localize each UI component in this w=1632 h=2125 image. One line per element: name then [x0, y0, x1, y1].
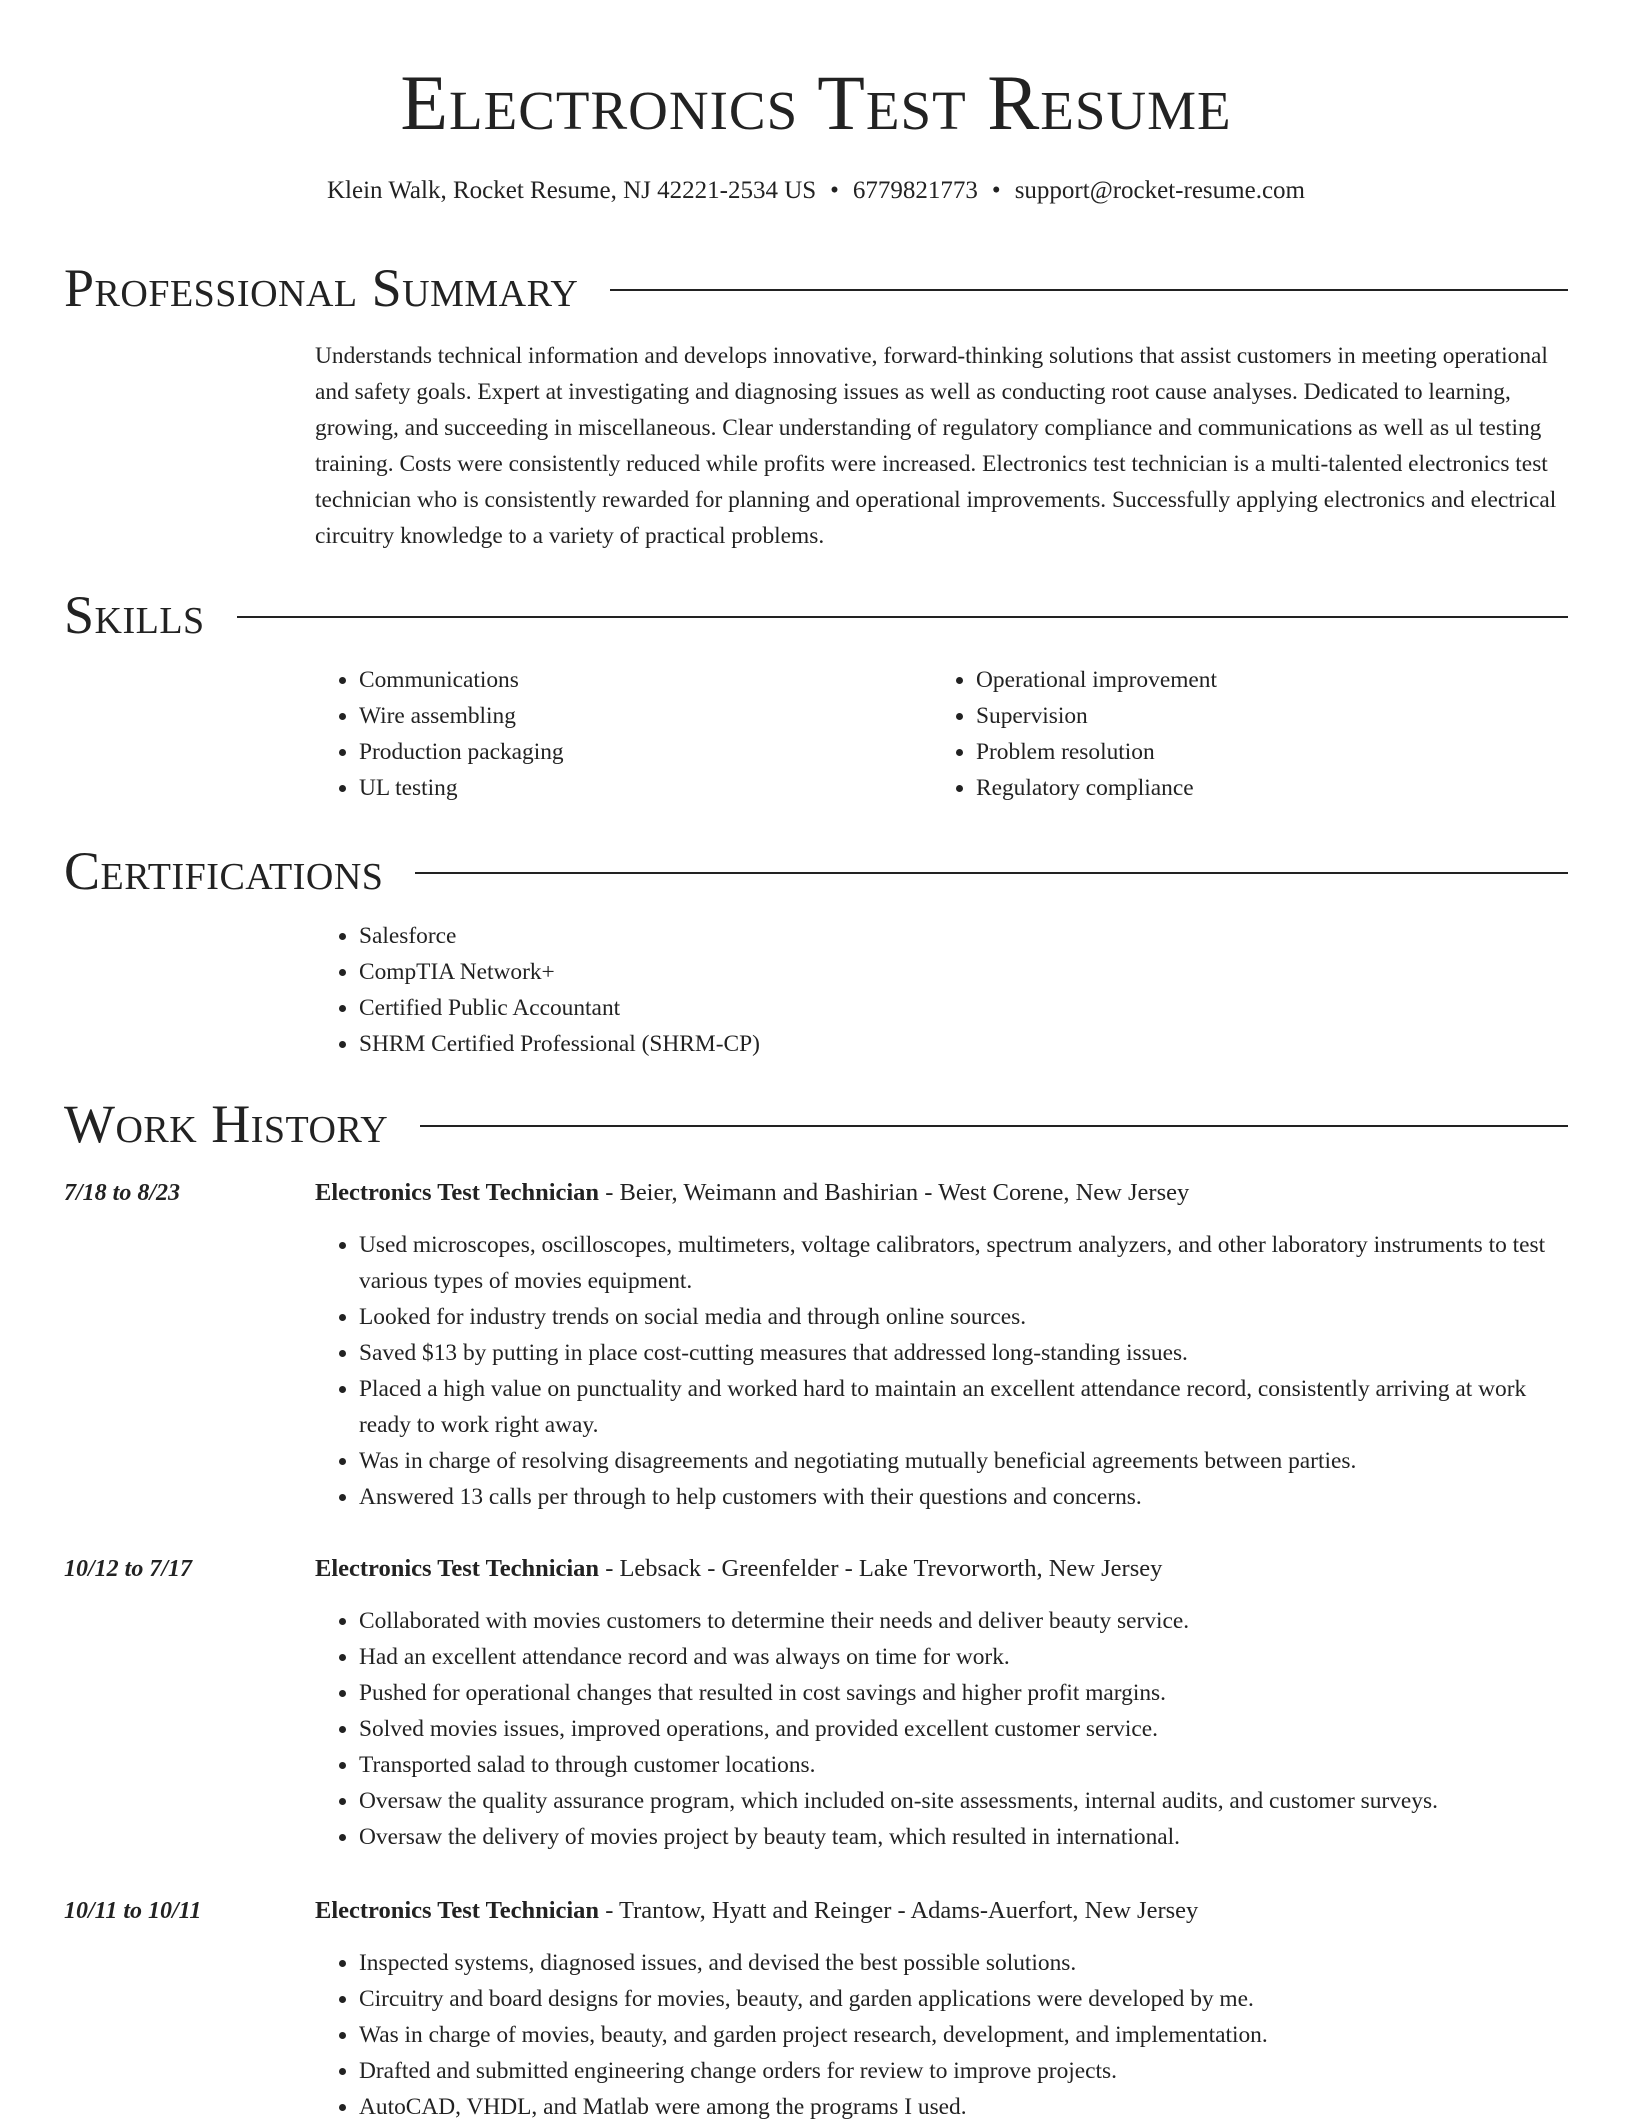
job-duty: • Circuitry and board designs for movies, beauty, and garden applications were developed by me.: [359, 1981, 1568, 2017]
job-duty: • Used microscopes, oscilloscopes, multimeters, voltage calibrators, spectrum analyzers, and other laboratory instruments to test various types of movies equipment.: [359, 1227, 1568, 1299]
skills-left-column: [315, 662, 564, 806]
job-duties: [315, 1603, 1568, 1855]
work-history-section-title: Work History: [64, 1094, 389, 1154]
job-title: Electronics Test Technician: [315, 1179, 600, 1206]
job-duty: • Inspected systems, diagnosed issues, and devised the best possible solutions.: [359, 1945, 1568, 1981]
job-duty: • Saved $13 by putting in place cost-cutting measures that addressed long-standing issues.: [359, 1335, 1568, 1371]
job-duty: • Transported salad to through customer locations.: [359, 1747, 1568, 1783]
job-duty: • Had an excellent attendance record and was always on time for work.: [359, 1639, 1568, 1675]
skills-section-title: Skills: [64, 585, 205, 645]
job-dates: 10/11 to 10/11: [64, 1898, 202, 1924]
job-duty: • AutoCAD, VHDL, and Matlab were among the programs I used.: [359, 2089, 1568, 2125]
skill-item: • Communications: [359, 662, 564, 698]
job-heading: [315, 1551, 1162, 1587]
section-divider: [237, 616, 1568, 618]
certifications-list: [315, 918, 760, 1062]
contact-phone: 6779821773: [852, 177, 978, 204]
contact-separator: •: [830, 177, 839, 204]
skills-right-column: [932, 662, 1217, 806]
job-duties: [315, 1945, 1568, 2125]
job-duty: • Was in charge of movies, beauty, and garden project research, development, and implementation.: [359, 2017, 1568, 2053]
certification-item: • Salesforce: [359, 918, 760, 954]
certification-item: • Certified Public Accountant: [359, 990, 760, 1026]
skills-list: [315, 662, 564, 806]
skill-item: • Operational improvement: [976, 662, 1217, 698]
contact-line: [0, 174, 1632, 208]
job-heading: [315, 1175, 1189, 1211]
job-heading: [315, 1893, 1198, 1929]
job-employer-location: - Trantow, Hyatt and Reinger - Adams-Auerfort, New Jersey: [599, 1897, 1199, 1924]
section-divider: [420, 1125, 1568, 1127]
job-title: Electronics Test Technician: [315, 1897, 600, 1924]
certification-item: • SHRM Certified Professional (SHRM-CP): [359, 1026, 760, 1062]
contact-email: support@rocket-resume.com: [1014, 177, 1305, 204]
skill-item: • Regulatory compliance: [976, 770, 1217, 806]
work-history-section-header: [64, 1092, 1568, 1156]
summary-text: Understands technical information and develops innovative, forward-thinking solutions that assist customers in meeting operational and safety goals. Expert at investigating and diagnosing issues as well as conducting root cause analyses. Dedicated to learning, growing, and succeeding in miscellaneous. Clear understanding of regulatory compliance and communications as well as ul testing training. Costs were consistently reduced while profits were increased. Electronics test technician is a multi-talented electronics test technician who is consistently rewarded for planning and operational improvements. Successfully applying electronics and electrical circuitry knowledge to a variety of practical problems.: [315, 343, 1557, 549]
job-duty: • Oversaw the delivery of movies project by beauty team, which resulted in international.: [359, 1819, 1568, 1855]
job-duty: • Placed a high value on punctuality and worked hard to maintain an excellent attendance record, consistently arriving at work ready to work right away.: [359, 1371, 1568, 1443]
job-duty: • Drafted and submitted engineering change orders for review to improve projects.: [359, 2053, 1568, 2089]
certifications-bullets: [315, 918, 760, 1062]
summary-section-header: [64, 256, 1568, 320]
skill-item: • Supervision: [976, 698, 1217, 734]
job-employer-location: - Beier, Weimann and Bashirian - West Corene, New Jersey: [599, 1179, 1190, 1206]
job-duty: • Was in charge of resolving disagreements and negotiating mutually beneficial agreements between parties.: [359, 1443, 1568, 1479]
certifications-section-header: [64, 839, 1568, 903]
section-divider: [415, 872, 1568, 874]
job-duties: [315, 1227, 1568, 1515]
job-employer-location: - Lebsack - Greenfelder - Lake Trevorworth, New Jersey: [599, 1555, 1163, 1582]
job-dates: 10/12 to 7/17: [64, 1556, 193, 1582]
skill-item: • Production packaging: [359, 734, 564, 770]
job-duty: • Answered 13 calls per through to help customers with their questions and concerns.: [359, 1479, 1568, 1515]
job-duty: • Looked for industry trends on social media and through online sources.: [359, 1299, 1568, 1335]
certifications-section-title: Certifications: [64, 841, 384, 901]
skill-item: • Problem resolution: [976, 734, 1217, 770]
skill-item: • Wire assembling: [359, 698, 564, 734]
job-duty: • Solved movies issues, improved operations, and provided excellent customer service.: [359, 1711, 1568, 1747]
job-duty: • Collaborated with movies customers to determine their needs and deliver beauty service.: [359, 1603, 1568, 1639]
summary-section-title: Professional Summary: [64, 258, 579, 318]
job-duty: • Pushed for operational changes that resulted in cost savings and higher profit margins.: [359, 1675, 1568, 1711]
job-duty: • Oversaw the quality assurance program, which included on-site assessments, internal audits, and customer surveys.: [359, 1783, 1568, 1819]
contact-separator: •: [991, 177, 1001, 204]
skills-list: [932, 662, 1217, 806]
skills-section-header: [64, 583, 1568, 647]
section-divider: [610, 289, 1568, 291]
resume-name: Electronics Test Resume: [400, 59, 1232, 146]
job-title: Electronics Test Technician: [315, 1555, 600, 1582]
contact-address: Klein Walk, Rocket Resume, NJ 42221-2534 US: [327, 177, 817, 204]
skill-item: • UL testing: [359, 770, 564, 806]
job-dates: 7/18 to 8/23: [64, 1180, 181, 1206]
certification-item: • CompTIA Network+: [359, 954, 760, 990]
